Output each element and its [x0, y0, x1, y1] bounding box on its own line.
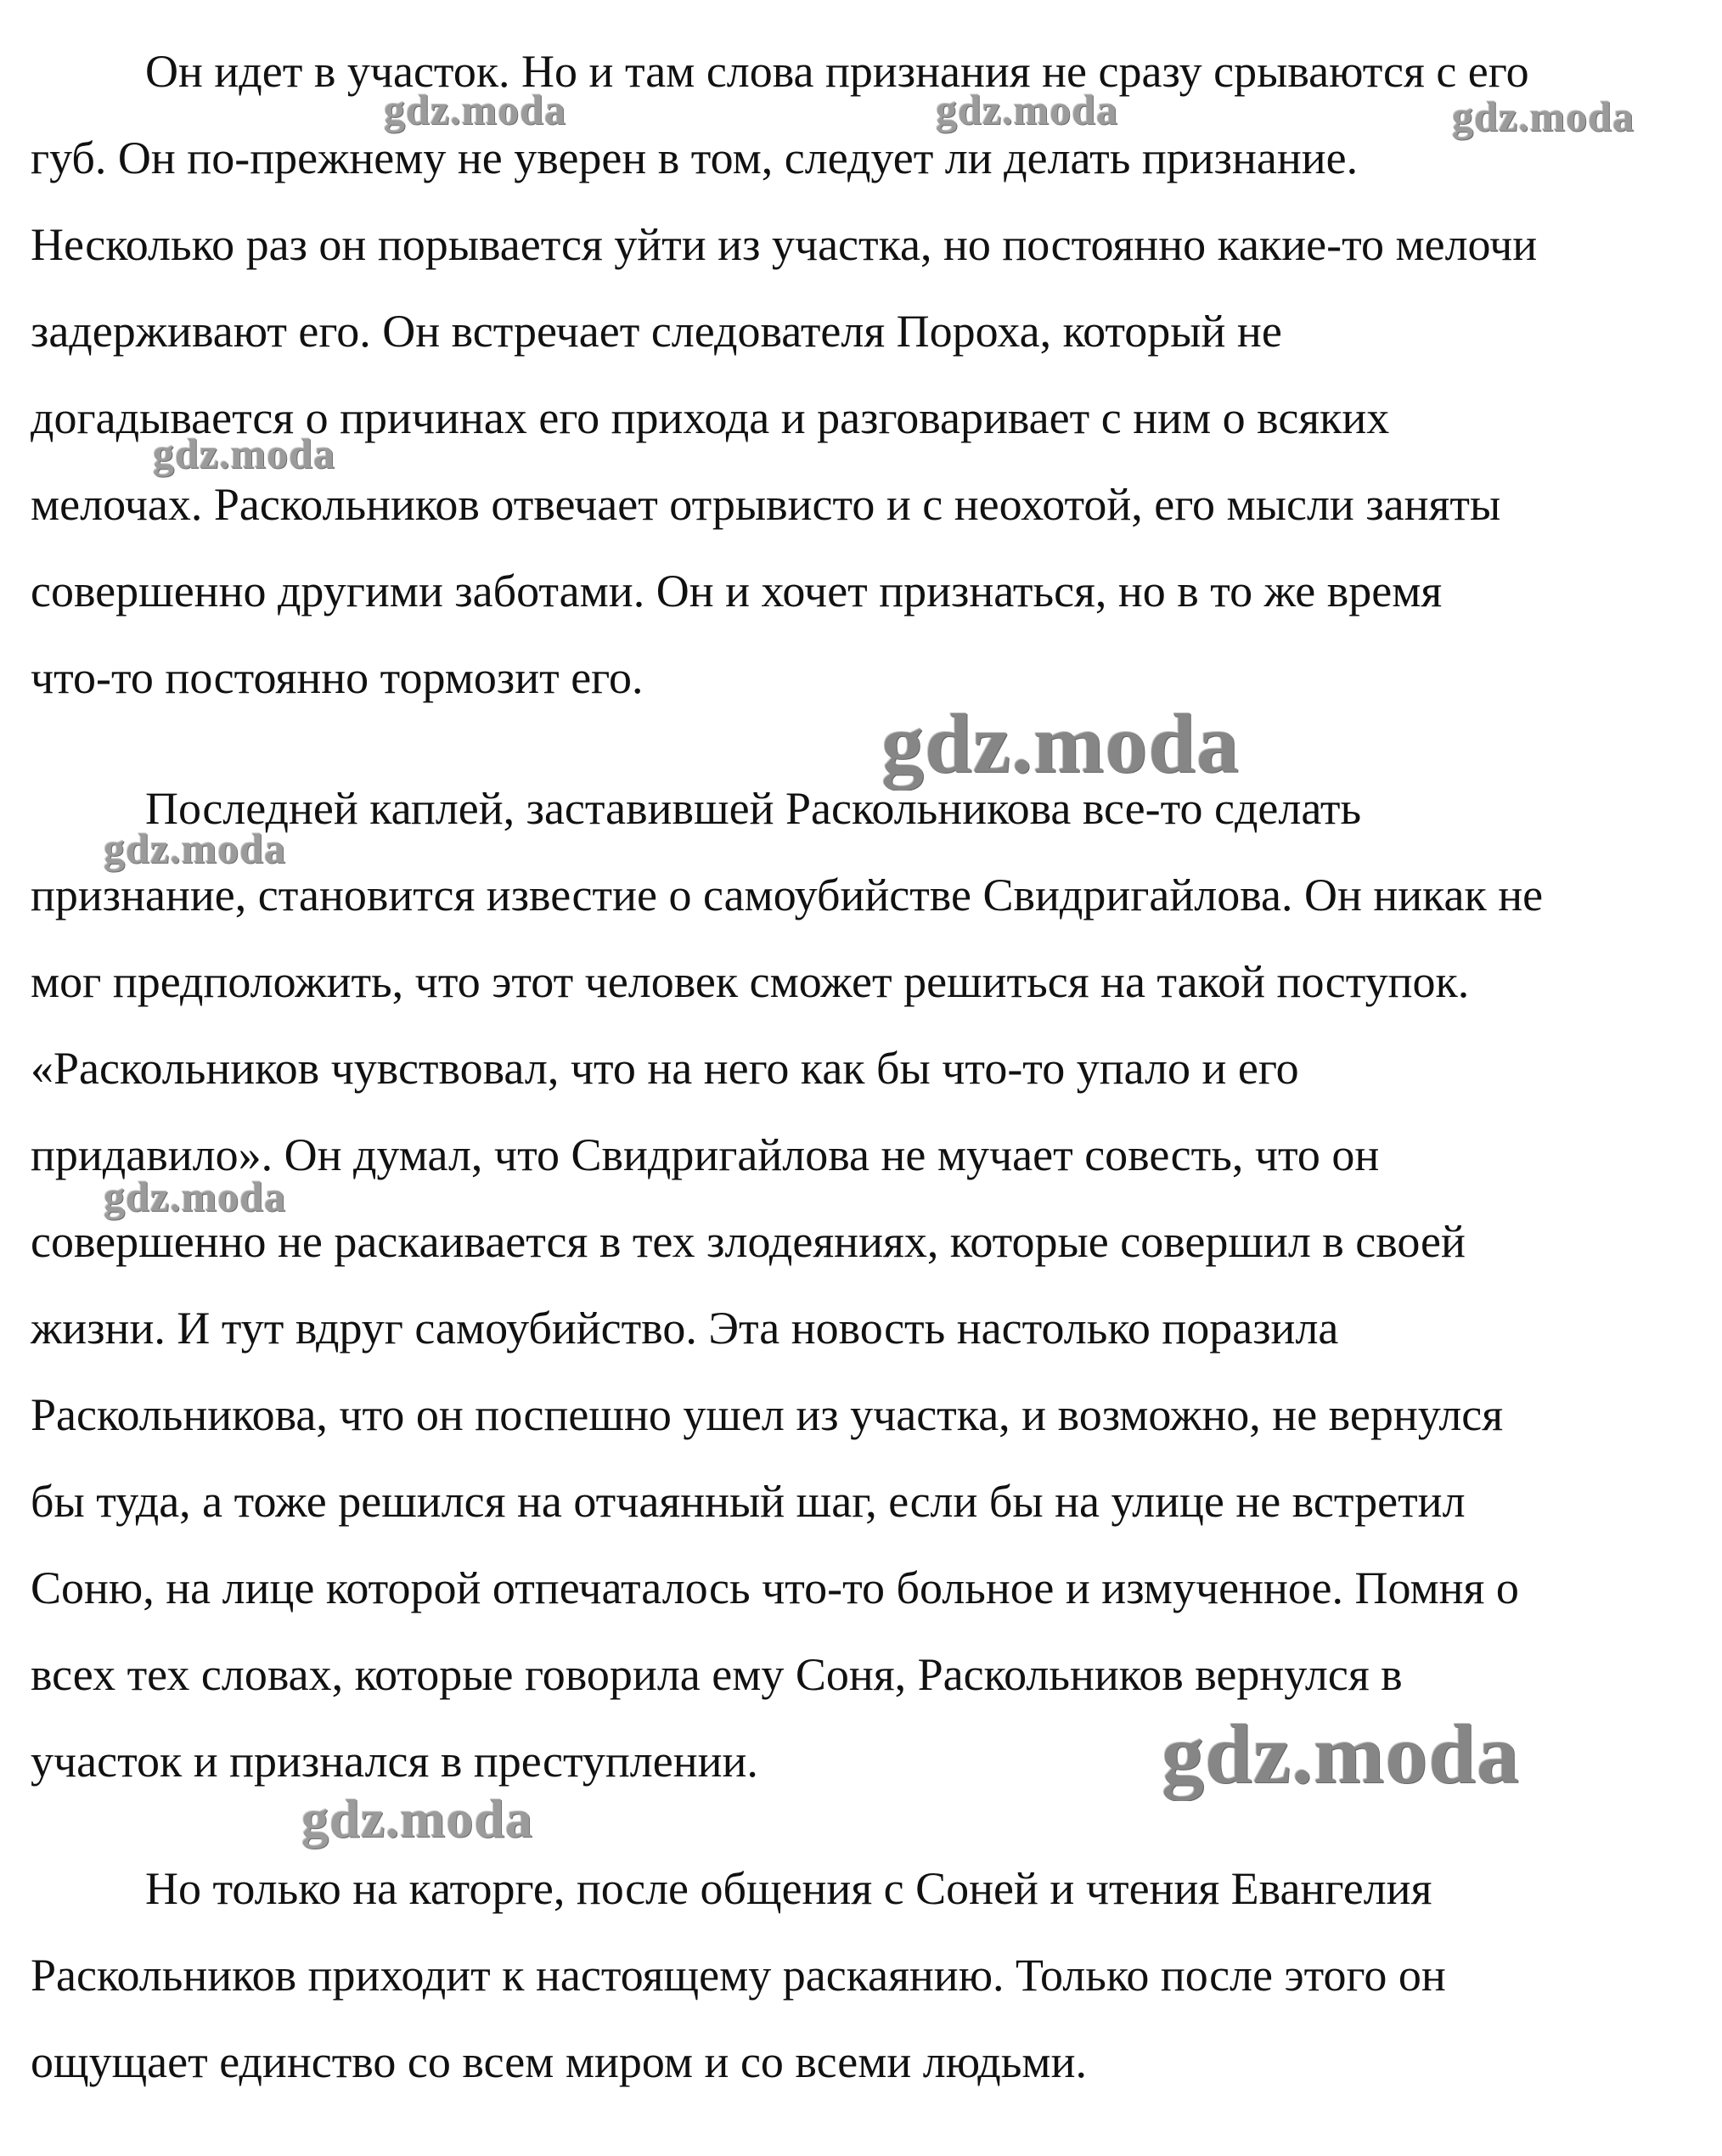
- watermark: gdz.moda: [384, 86, 566, 133]
- text-line: совершенно не раскаивается в тех злодеяниях, которые совершил в своей: [31, 1216, 1466, 1267]
- text-line: Раскольников приходит к настоящему раскаянию. Только после этого он: [31, 1950, 1446, 2001]
- text-line: участок и признался в преступлении.: [31, 1736, 758, 1787]
- text-line: Соню, на лице которой отпечаталось что-то больное и измученное. Помня о: [31, 1562, 1519, 1613]
- text-line: Раскольникова, что он поспешно ушел из участка, и возможно, не вернулся: [31, 1389, 1504, 1440]
- text-line: догадывается о причинах его прихода и разговаривает с ним о всяких: [31, 392, 1390, 443]
- text-line: мог предположить, что этот человек сможет решиться на такой поступок.: [31, 956, 1470, 1007]
- paragraph-1: [31, 28, 1695, 721]
- watermark: gdz.moda: [936, 86, 1118, 133]
- text-line: мелочах. Раскольников отвечает отрывисто и с неохотой, его мысли заняты: [31, 479, 1501, 530]
- watermark: gdz.moda: [104, 825, 286, 872]
- text-line: жизни. И тут вдруг самоубийство. Эта новость настолько поразила: [31, 1303, 1339, 1354]
- text-line: что-то постоянно тормозит его.: [31, 652, 644, 703]
- text-line: «Раскольников чувствовал, что на него как бы что-то упало и его: [31, 1043, 1299, 1094]
- text-line: Последней каплей, заставившей Раскольникова все-то сделать: [31, 783, 1362, 834]
- watermark: gdz.moda: [301, 1788, 533, 1849]
- watermark: gdz.moda: [104, 1173, 286, 1220]
- text-line: придавило». Он думал, что Свидригайлова не мучает совесть, что он: [31, 1129, 1380, 1180]
- text-line: Несколько раз он порывается уйти из участка, но постоянно какие-то мелочи: [31, 219, 1538, 270]
- text-line: всех тех словах, которые говорила ему Соня, Раскольников вернулся в: [31, 1649, 1403, 1700]
- text-line: бы туда, а тоже решился на отчаянный шаг, если бы на улице не встретил: [31, 1476, 1466, 1527]
- text-line: Он идет в участок. Но и там слова признания не сразу срываются с его: [31, 46, 1529, 97]
- text-line: ощущает единство со всем миром и со всеми людьми.: [31, 2036, 1087, 2087]
- text-line: совершенно другими заботами. Он и хочет признаться, но в то же время: [31, 566, 1443, 616]
- text-line: задерживают его. Он встречает следователя Пороха, который не: [31, 306, 1282, 357]
- watermark: gdz.moda: [1162, 1707, 1520, 1801]
- text-line: признание, становится известие о самоубийстве Свидригайлова. Он никак не: [31, 870, 1544, 920]
- text-line: Но только на каторге, после общения с Соней и чтения Евангелия: [31, 1863, 1432, 1914]
- watermark: gdz.moda: [881, 696, 1240, 791]
- paragraph-2: [31, 765, 1695, 1804]
- text-line: губ. Он по-прежнему не уверен в том, следует ли делать признание.: [31, 132, 1359, 183]
- watermark: gdz.moda: [1452, 93, 1635, 140]
- paragraph-3: [31, 1845, 1695, 2105]
- watermark: gdz.moda: [153, 430, 335, 477]
